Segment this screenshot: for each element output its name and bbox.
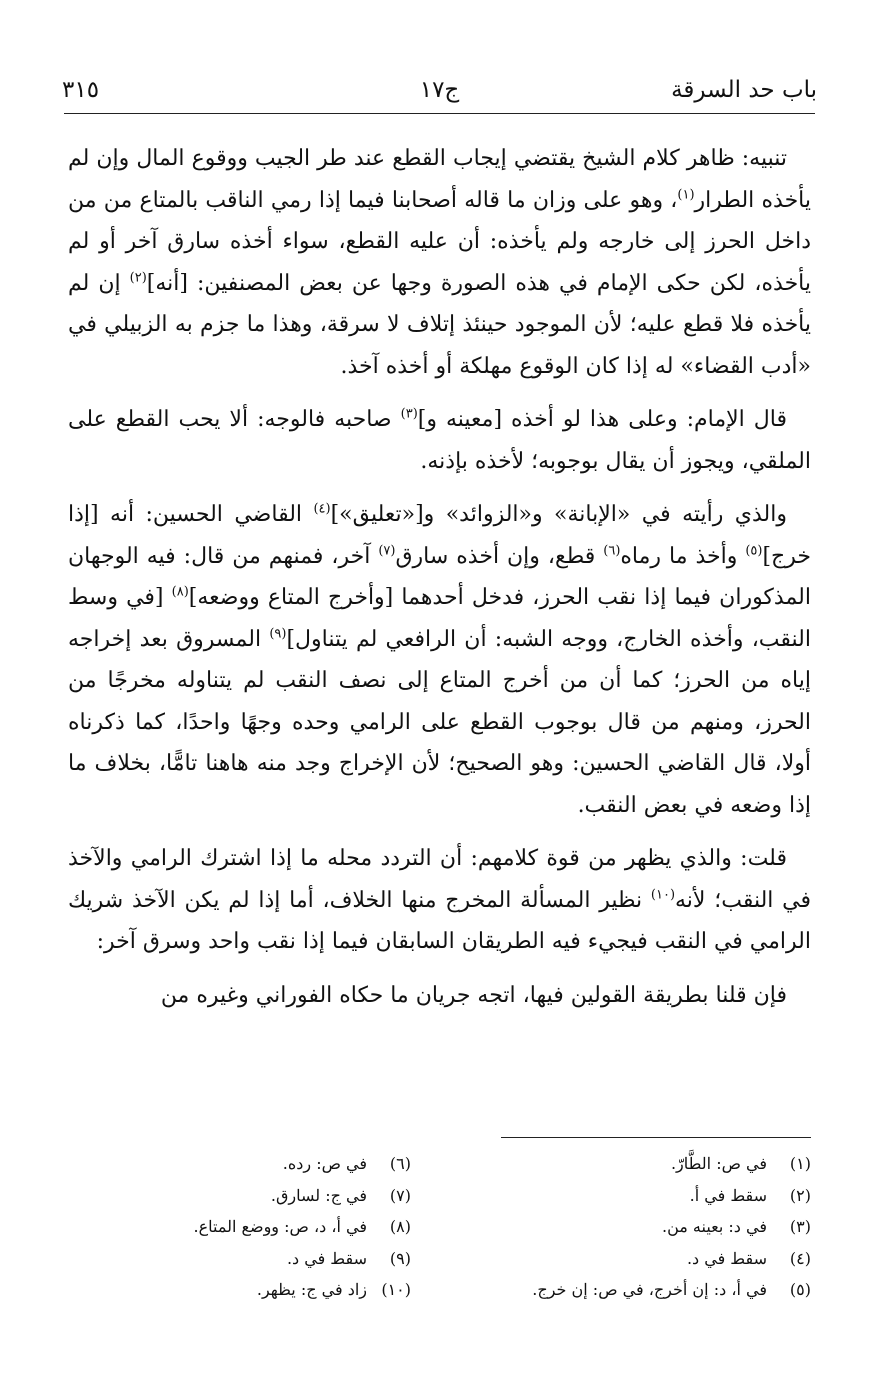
text-run: إن لم يأخذه فلا قطع عليه؛ لأن الموجود حينئذ إتلاف لا سرقة، وهذا ما جزم به الزبيلي في «أدب القضاء» له إذا كان الوقوع مهلكة أو أخذه آخذ.	[68, 270, 811, 379]
footnote-item	[471, 1274, 811, 1306]
header-rule	[64, 113, 815, 114]
footnote-item	[71, 1180, 411, 1212]
footnote-item	[71, 1274, 411, 1306]
footnote-text: في ج: لسارق.	[270, 1185, 367, 1205]
footnote-item	[471, 1148, 811, 1180]
footnotes-column-left	[71, 1148, 411, 1306]
footnote-marker: (٦)	[603, 543, 621, 559]
footnote-text: زاد في ج: يظهر.	[256, 1280, 367, 1299]
text-run: صاحبه فالوجه: ألا يحب القطع على الملقي، ويجوز أن يقال بوجوبه؛ لأخذه بإذنه.	[68, 407, 811, 474]
footnote-text: في د: بعينه من.	[662, 1217, 767, 1236]
text-run: والذي رأيته في «الإبانة» و«الزوائد» و[«تعليق»]	[330, 502, 787, 527]
footnote-text: في ص: رده.	[282, 1154, 367, 1173]
paragraph	[68, 838, 811, 963]
footnote-text: في أ، د، ص: ووضع المتاع.	[193, 1217, 367, 1236]
running-header	[62, 70, 817, 110]
text-run: نظير المسألة المخرج منها الخلاف، أما إذا لم يكن الآخذ شريك الرامي في النقب فيجيء فيه الطريقان السابقان فيما إذا نقب واحد وسرق آخر:	[68, 887, 811, 954]
footnote-item	[71, 1243, 411, 1275]
footnote-marker: (١٠)	[650, 887, 676, 903]
text-run: قطع، وإن أخذه سارق	[395, 543, 604, 569]
footnote-text: سقط في د.	[686, 1248, 767, 1268]
footnote-text: سقط في أ.	[689, 1185, 767, 1205]
paragraph	[68, 399, 811, 482]
footnote-number: (٥)	[789, 1280, 811, 1299]
text-run: قال الإمام: وعلى هذا لو أخذه [معينه و]	[417, 407, 787, 432]
footnote-item	[71, 1148, 411, 1180]
text-run: وأخذ ما رماه	[620, 543, 746, 569]
footnote-number: (٤)	[789, 1248, 811, 1268]
chapter-title: باب حد السرقة	[671, 77, 817, 103]
footnote-text: سقط في د.	[286, 1248, 367, 1268]
text-run: المسروق بعد إخراجه إياه من الحرز؛ كما أن من أخرج المتاع إلى نصف النقب لم يتناوله مخرجًا من الحرز، ومنهم من قال بوجوب القطع على الرامي وحده وجهًا واحدًا، كما ذكرناه أولا، قال القاضي الحسين: وهو الصحيح؛ لأن الإخراج وجد منه هاهنا تامًّا، بخلاف ما إذا وضعه في بعض النقب.	[68, 626, 811, 818]
paragraph	[68, 975, 811, 1017]
text-run: القاضي الحسين: أنه [إذا خرج]	[68, 502, 811, 569]
text-run: تنبيه: ظاهر كلام الشيخ يقتضي إيجاب القطع عند طر الجيب ووقوع المال وإن لم يأخذه الطرار	[68, 146, 811, 213]
footnote-marker: (١)	[677, 187, 695, 203]
text-run: قلت: والذي يظهر من قوة كلامهم: أن التردد محله ما إذا اشترك الرامي والآخذ في النقب؛ لأنه	[68, 846, 811, 913]
text-run: فإن قلنا بطريقة القولين فيها، اتجه جريان ما حكاه الفوراني وغيره من	[160, 982, 787, 1008]
main-text	[68, 138, 811, 1028]
text-run: آخر، فمنهم من قال: فيه الوجهان المذكوران فيما إذا نقب الحرز، فدخل أحدهما [وأخرج المتاع ووضعه]	[68, 543, 811, 610]
footnotes-column-right	[471, 1148, 811, 1306]
footnote-text: في ص: الطَّارّ.	[670, 1154, 767, 1173]
footnote-number: (٨)	[389, 1217, 411, 1236]
volume-label: ج١٧	[419, 77, 460, 103]
text-run: ، وهو على وزان ما قاله أصحابنا فيما إذا رمي الناقب بالمتاع من من داخل الحرز إلى خارجه ولم يأخذه: أن عليه القطع، سواء أخذه سارق آخر أو لم يأخذه، لكن حكى الإمام في هذه الصورة وجها عن بعض المصنفين: [أنه]	[68, 187, 811, 296]
footnote-number: (٦)	[389, 1154, 411, 1173]
footnote-item	[471, 1180, 811, 1212]
footnote-item	[71, 1211, 411, 1243]
text-run: [في وسط النقب، وأخذه الخارج، ووجه الشبه: أن الرافعي لم يتناول]	[68, 585, 811, 652]
footnote-marker: (٢)	[129, 270, 147, 286]
footnote-number: (١٠)	[381, 1280, 411, 1299]
footnote-marker: (٤)	[313, 501, 331, 517]
footnote-marker: (٣)	[400, 406, 418, 422]
paragraph	[68, 138, 811, 387]
footnote-separator	[501, 1137, 811, 1138]
footnote-number: (٩)	[389, 1248, 411, 1268]
footnote-text: في أ، د: إن أخرج، في ص: إن خرج.	[532, 1280, 767, 1299]
footnote-number: (١)	[789, 1154, 811, 1173]
footnote-number: (٢)	[789, 1185, 811, 1205]
page-number: ٣١٥	[62, 77, 100, 103]
footnote-item	[471, 1243, 811, 1275]
footnote-marker: (٥)	[745, 543, 763, 559]
footnote-marker: (٩)	[269, 626, 287, 642]
paragraph	[68, 494, 811, 826]
footnote-marker: (٧)	[378, 543, 396, 559]
footnote-marker: (٨)	[171, 584, 189, 600]
footnote-number: (٣)	[789, 1217, 811, 1236]
footnote-number: (٧)	[389, 1185, 411, 1205]
footnote-item	[471, 1211, 811, 1243]
